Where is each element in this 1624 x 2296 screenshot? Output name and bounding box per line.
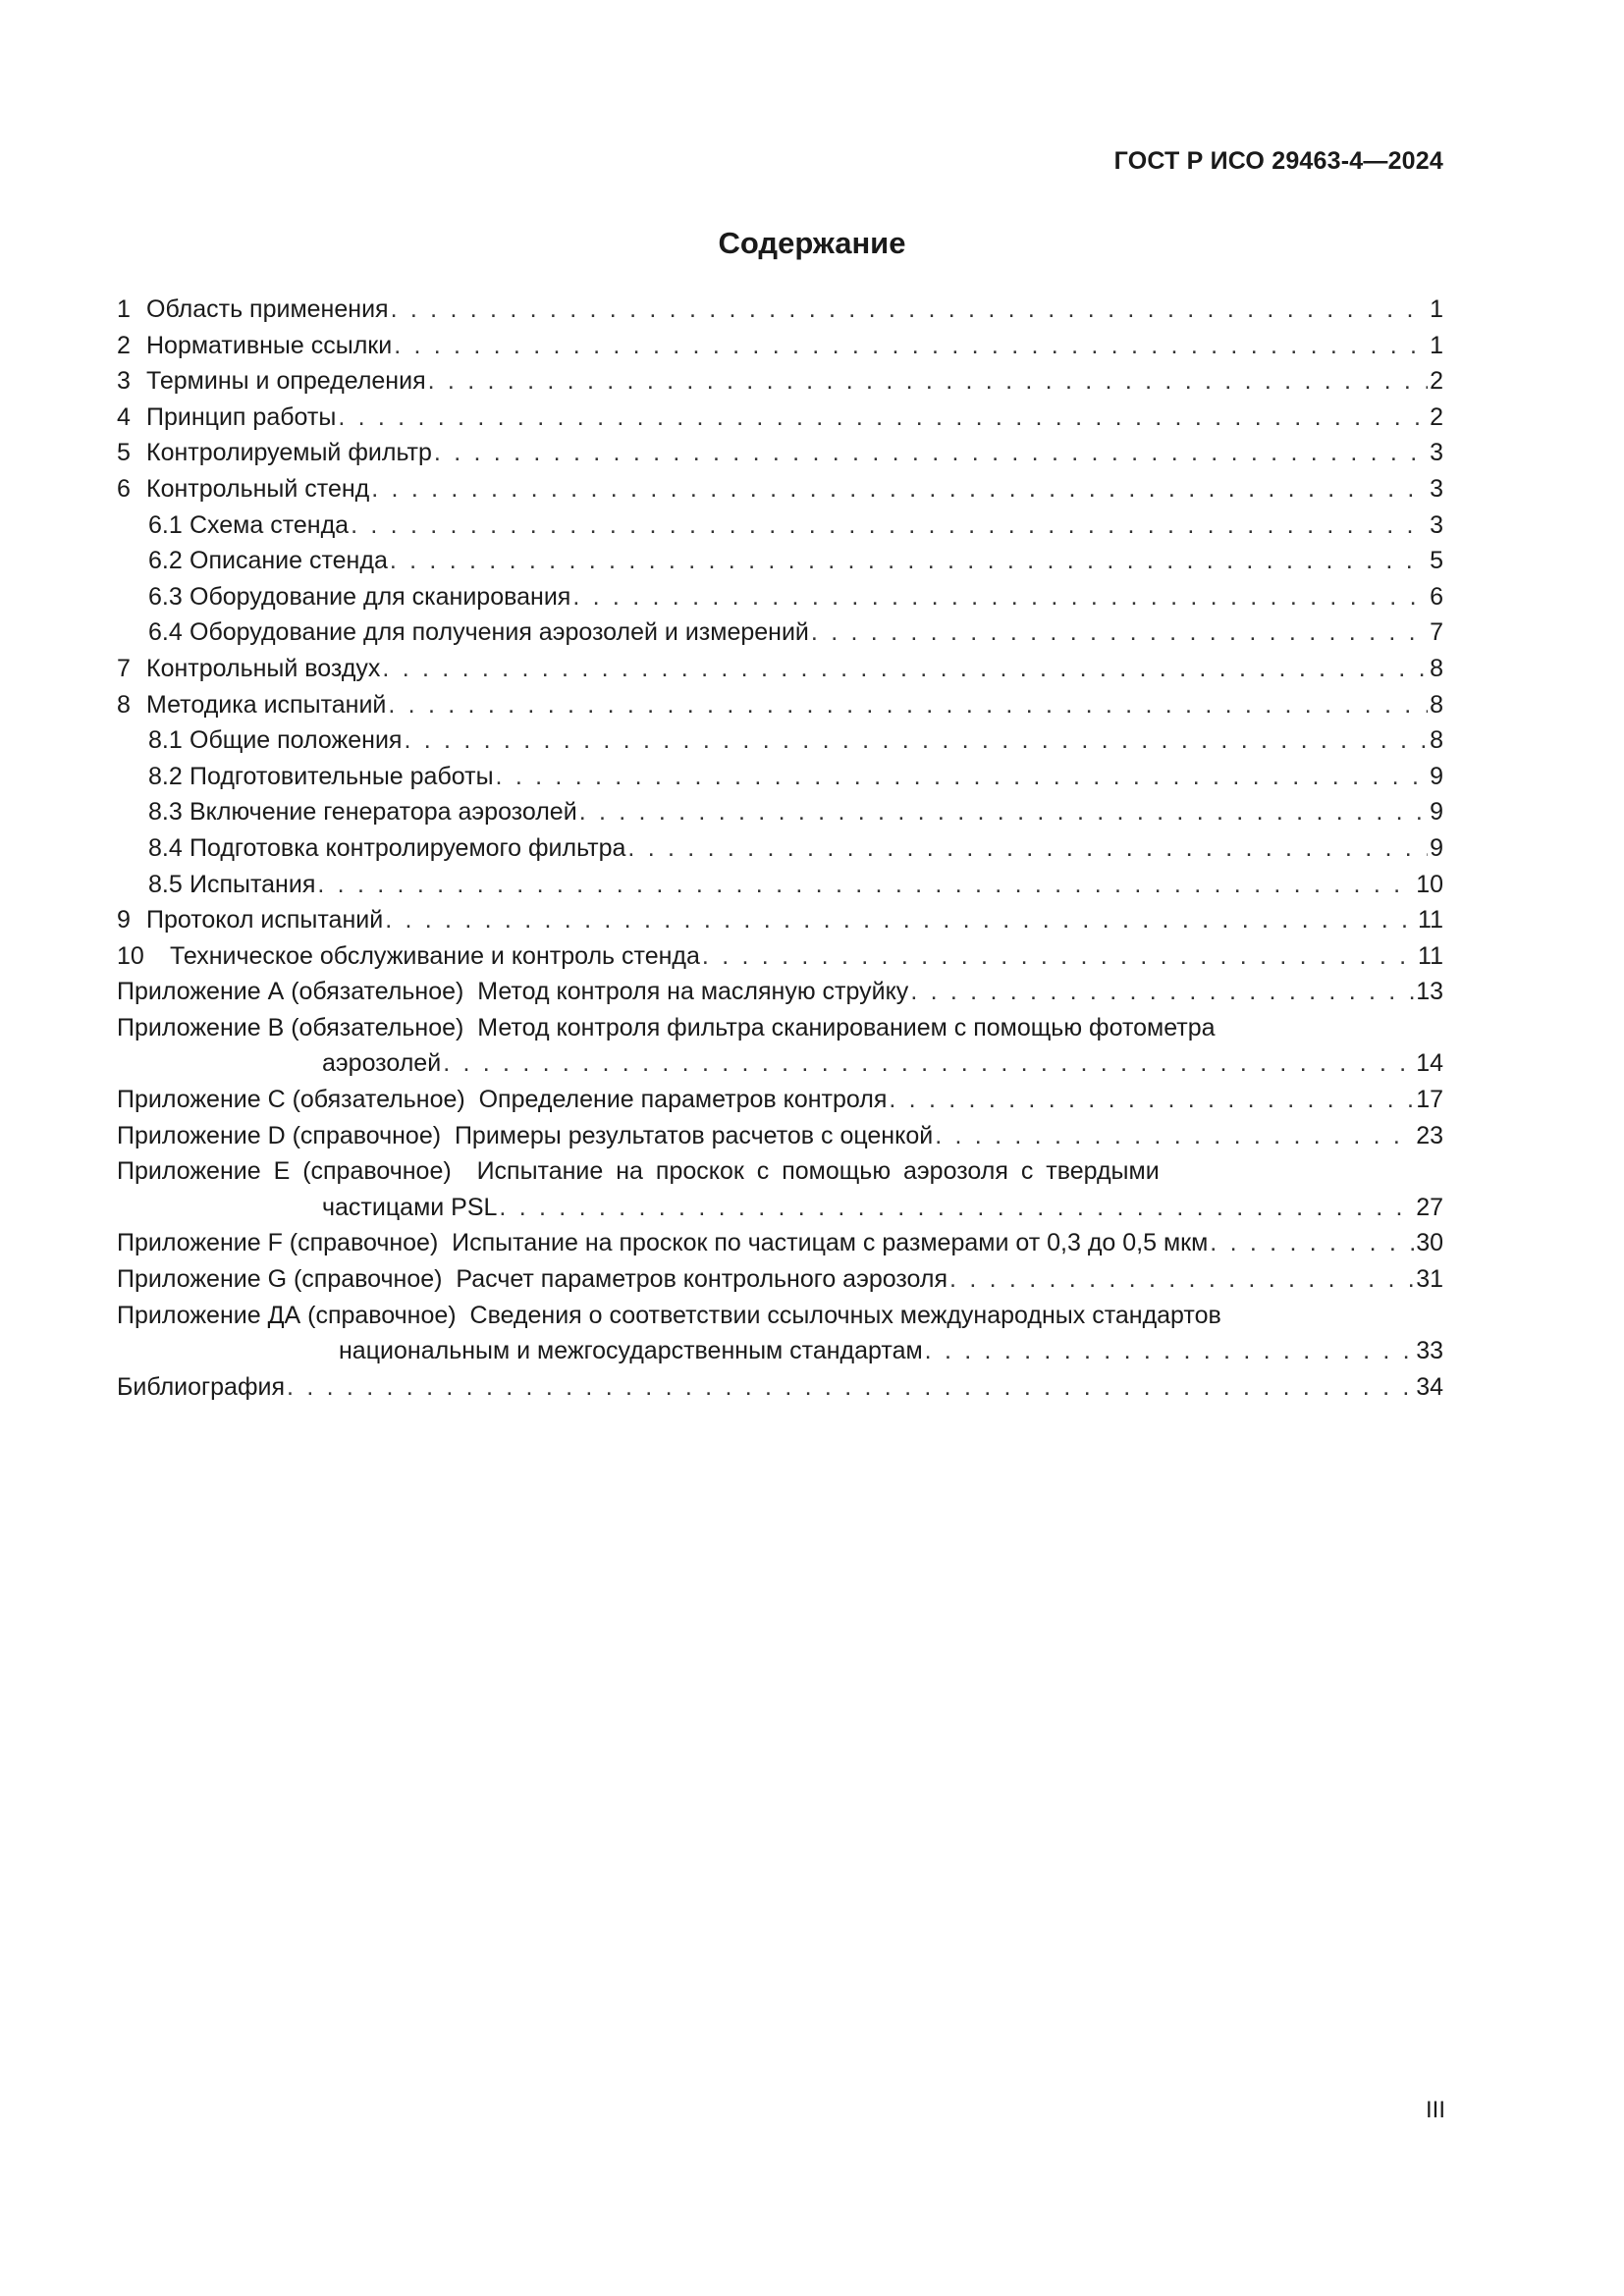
toc-dot-leader (390, 543, 1428, 579)
toc-entry[interactable] (117, 400, 1443, 436)
toc-entry-page: 14 (1416, 1049, 1443, 1078)
toc-entry-label: Термины и определения (146, 367, 426, 396)
toc-entry-number: 1 (117, 295, 131, 323)
toc-entry[interactable] (117, 328, 1443, 364)
toc-dot-leader (287, 1369, 1414, 1406)
toc-dot-leader (627, 830, 1428, 867)
toc-dot-leader (496, 759, 1429, 795)
toc-entry-label: Подготовительные работы (189, 762, 494, 790)
toc-entry-label: Приложение С (обязательное) Определение параметров контроля (117, 1086, 888, 1114)
toc-entry-label: Включение генератора аэрозолей (189, 798, 577, 827)
toc-entry-page: 34 (1416, 1372, 1443, 1401)
toc-entry-number: 6.4 (148, 618, 183, 647)
toc-entry-page: 11 (1418, 941, 1443, 970)
toc-entry-number: 8.5 (148, 870, 183, 898)
toc-appendix-entry-line2[interactable] (117, 1333, 1443, 1369)
toc-entry-number: 6.1 (148, 510, 183, 539)
toc-dot-leader (910, 974, 1414, 1010)
toc-appendix-entry[interactable] (117, 1261, 1443, 1298)
toc-entry-label: Общие положения (189, 726, 403, 755)
toc-dot-leader (702, 938, 1416, 975)
toc-dot-leader (428, 363, 1428, 400)
toc-dot-leader (382, 651, 1428, 687)
toc-appendix-entry[interactable] (117, 1082, 1443, 1118)
toc-entry-number: 9 (117, 906, 131, 934)
toc-entry-number: 8.4 (148, 833, 183, 862)
toc-entry-page: 3 (1430, 474, 1443, 503)
toc-entry-label-continued: аэрозолей (322, 1049, 442, 1078)
toc-entry-page: 8 (1430, 690, 1443, 719)
page-title: Содержание (718, 226, 906, 260)
toc-entry-number: 8.2 (148, 762, 183, 790)
toc-entry-label-continued: национальным и межгосударственным стандартам (339, 1337, 923, 1365)
toc-dot-leader (388, 687, 1428, 723)
toc-entry-page: 5 (1430, 547, 1443, 575)
toc-subentry[interactable] (117, 830, 1443, 867)
toc-bibliography-entry[interactable] (117, 1369, 1443, 1406)
toc-entry-page: 9 (1430, 762, 1443, 790)
toc-entry-label: Оборудование для сканирования (189, 582, 571, 611)
table-of-contents (117, 292, 1443, 1405)
toc-entry-label: Приложение F (справочное) Испытание на проскок по частицам с размерами от 0,3 до 0,5 мкм (117, 1229, 1209, 1257)
toc-entry-label: Приложение D (справочное) Примеры результатов расчетов с оценкой (117, 1121, 934, 1149)
toc-entry[interactable] (117, 938, 1443, 975)
toc-appendix-entry-line1[interactable] (117, 1010, 1443, 1046)
toc-entry-label: Техническое обслуживание и контроль стенда (170, 941, 700, 970)
toc-entry-page: 11 (1418, 906, 1443, 934)
toc-entry[interactable] (117, 471, 1443, 507)
toc-entry-page: 10 (1416, 870, 1443, 898)
toc-entry-page: 23 (1416, 1121, 1443, 1149)
toc-entry[interactable] (117, 363, 1443, 400)
toc-subentry[interactable] (117, 579, 1443, 615)
toc-entry-number: 6 (117, 474, 131, 503)
toc-entry-page: 27 (1416, 1193, 1443, 1221)
page-number: III (1425, 2097, 1445, 2123)
toc-entry-page: 2 (1430, 367, 1443, 396)
toc-entry-label: Испытания (189, 870, 316, 898)
toc-entry-label: Контрольный стенд (146, 474, 370, 503)
toc-entry-page: 33 (1416, 1337, 1443, 1365)
toc-dot-leader (391, 292, 1429, 328)
toc-entry-label: Оборудование для получения аэрозолей и измерений (189, 618, 809, 647)
toc-dot-leader (811, 614, 1428, 651)
toc-entry-label: Приложение Е (справочное) Испытание на проскок с помощью аэрозоля с твердыми (117, 1157, 1160, 1186)
toc-dot-leader (404, 722, 1428, 759)
toc-entry-page: 1 (1430, 295, 1443, 323)
toc-entry-page: 17 (1416, 1086, 1443, 1114)
toc-entry-label: Приложение В (обязательное) Метод контроля фильтра сканированием с помощью фотометра (117, 1013, 1216, 1041)
toc-dot-leader (889, 1082, 1414, 1118)
toc-appendix-entry-line2[interactable] (117, 1190, 1443, 1226)
toc-entry-page: 9 (1430, 798, 1443, 827)
toc-dot-leader (925, 1333, 1415, 1369)
toc-appendix-entry[interactable] (117, 1225, 1443, 1261)
toc-dot-leader (394, 328, 1428, 364)
toc-entry-page: 6 (1430, 582, 1443, 611)
toc-subentry[interactable] (117, 543, 1443, 579)
toc-entry-page: 3 (1430, 510, 1443, 539)
toc-appendix-entry[interactable] (117, 974, 1443, 1010)
toc-entry-label: Библиография (117, 1372, 286, 1401)
toc-entry-number: 6.3 (148, 582, 183, 611)
toc-subentry[interactable] (117, 867, 1443, 903)
toc-dot-leader (935, 1118, 1414, 1154)
toc-dot-leader (385, 902, 1416, 938)
toc-entry-label: Схема стенда (189, 510, 350, 539)
toc-dot-leader (499, 1190, 1414, 1226)
toc-entry-page: 30 (1416, 1229, 1443, 1257)
toc-entry-number: 10 (117, 941, 144, 970)
toc-subentry[interactable] (117, 759, 1443, 795)
toc-entry[interactable] (117, 435, 1443, 471)
toc-entry-number: 3 (117, 367, 131, 396)
toc-entry-number: 2 (117, 331, 131, 359)
toc-entry[interactable] (117, 292, 1443, 328)
toc-entry[interactable] (117, 902, 1443, 938)
toc-dot-leader (338, 400, 1428, 436)
toc-entry-label: Подготовка контролируемого фильтра (189, 833, 626, 862)
toc-subentry[interactable] (117, 614, 1443, 651)
toc-dot-leader (572, 579, 1428, 615)
toc-entry-number: 7 (117, 654, 131, 682)
toc-entry-page: 8 (1430, 726, 1443, 755)
toc-entry-label: Протокол испытаний (146, 906, 384, 934)
toc-appendix-entry[interactable] (117, 1118, 1443, 1154)
toc-entry-page: 7 (1430, 618, 1443, 647)
toc-entry-number: 8.1 (148, 726, 183, 755)
toc-entry-page: 1 (1430, 331, 1443, 359)
toc-entry-number: 8.3 (148, 798, 183, 827)
toc-entry-label: Описание стенда (189, 547, 388, 575)
toc-dot-leader (371, 471, 1428, 507)
toc-subentry[interactable] (117, 722, 1443, 759)
toc-entry-label: Принцип работы (146, 402, 337, 431)
document-header-id: ГОСТ Р ИСО 29463-4—2024 (1113, 147, 1443, 175)
toc-dot-leader (579, 794, 1428, 830)
toc-dot-leader (1210, 1225, 1414, 1261)
toc-subentry[interactable] (117, 794, 1443, 830)
toc-dot-leader (351, 507, 1428, 544)
toc-entry-page: 3 (1430, 439, 1443, 467)
toc-entry-label: Приложение G (справочное) Расчет параметров контрольного аэрозоля (117, 1265, 948, 1294)
toc-entry-label-continued: частицами PSL (322, 1193, 498, 1221)
toc-appendix-entry-line1[interactable] (117, 1153, 1443, 1190)
toc-entry-label: Контрольный воздух (146, 654, 381, 682)
toc-entry-number: 6.2 (148, 547, 183, 575)
toc-entry-label: Приложение ДА (справочное) Сведения о соответствии ссылочных международных стандартов (117, 1301, 1221, 1329)
toc-dot-leader (434, 435, 1428, 471)
toc-appendix-entry-line1[interactable] (117, 1298, 1443, 1334)
toc-subentry[interactable] (117, 507, 1443, 544)
toc-dot-leader (949, 1261, 1414, 1298)
toc-entry[interactable] (117, 687, 1443, 723)
toc-entry-label: Нормативные ссылки (146, 331, 393, 359)
toc-entry-label: Приложение А (обязательное) Метод контроля на масляную струйку (117, 978, 909, 1006)
toc-entry[interactable] (117, 651, 1443, 687)
toc-entry-label: Контролируемый фильтр (146, 439, 432, 467)
toc-dot-leader (443, 1045, 1414, 1082)
toc-entry-number: 8 (117, 690, 131, 719)
toc-entry-number: 4 (117, 402, 131, 431)
toc-entry-page: 9 (1430, 833, 1443, 862)
toc-entry-label: Методика испытаний (146, 690, 387, 719)
toc-appendix-entry-line2[interactable] (117, 1045, 1443, 1082)
toc-entry-page: 31 (1416, 1265, 1443, 1294)
toc-entry-page: 2 (1430, 402, 1443, 431)
toc-entry-page: 13 (1416, 978, 1443, 1006)
toc-entry-label: Область применения (146, 295, 389, 323)
toc-entry-number: 5 (117, 439, 131, 467)
toc-entry-page: 8 (1430, 654, 1443, 682)
toc-dot-leader (317, 867, 1414, 903)
